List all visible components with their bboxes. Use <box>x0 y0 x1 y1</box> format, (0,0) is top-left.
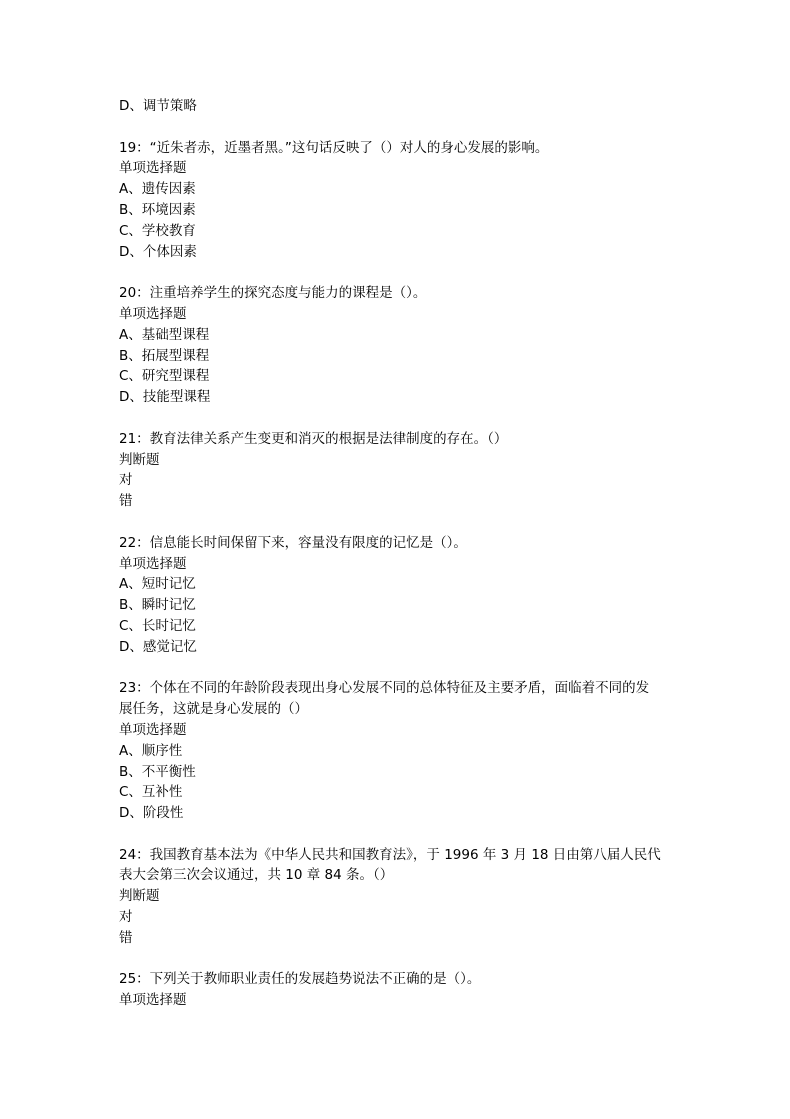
option-line: A、遗传因素 <box>119 181 196 198</box>
option-line: 对 <box>119 909 133 926</box>
blank-line <box>119 408 679 429</box>
option-line: B、拓展型课程 <box>119 347 210 364</box>
question-type: 单项选择题 <box>119 160 187 177</box>
option-line: C、互补性 <box>119 784 183 801</box>
question-type: 单项选择题 <box>119 992 187 1009</box>
question-text-continued: 展任务，这就是身心发展的（） <box>119 701 308 718</box>
option-line: 对 <box>119 472 133 489</box>
blank-line <box>119 117 679 138</box>
blank-line <box>119 658 679 679</box>
blank-line <box>119 949 679 970</box>
question-text: 19：“近朱者赤，近墨者黑。”这句话反映了（）对人的身心发展的影响。 <box>119 139 549 156</box>
option-line: 错 <box>119 493 133 510</box>
question-text: 23：个体在不同的年龄阶段表现出身心发展不同的总体特征及主要矛盾，面临着不同的发 <box>119 680 650 697</box>
option-line: D、感觉记忆 <box>119 638 197 655</box>
option-line: B、不平衡性 <box>119 763 196 780</box>
option-line: C、学校教育 <box>119 222 196 239</box>
option-line: A、顺序性 <box>119 742 183 759</box>
option-line: 错 <box>119 929 133 946</box>
question-text: 25：下列关于教师职业责任的发展趋势说法不正确的是（）。 <box>119 971 481 988</box>
option-line: B、环境因素 <box>119 201 196 218</box>
option-line: D、个体因素 <box>119 243 197 260</box>
blank-line <box>119 512 679 533</box>
option-line: B、瞬时记忆 <box>119 597 196 614</box>
question-type: 判断题 <box>119 888 160 905</box>
question-text: 22：信息能长时间保留下来，容量没有限度的记忆是（）。 <box>119 534 467 551</box>
blank-line <box>119 824 679 845</box>
document-page <box>119 96 679 1011</box>
option-line: A、短时记忆 <box>119 576 196 593</box>
question-text: 21：教育法律关系产生变更和消灭的根据是法律制度的存在。（） <box>119 430 508 447</box>
question-type: 单项选择题 <box>119 721 187 738</box>
question-text: 24：我国教育基本法为《中华人民共和国教育法》，于 1996 年 3 月 18 日由第八届人民代 <box>119 846 661 863</box>
option-line: C、研究型课程 <box>119 368 210 385</box>
blank-line <box>119 262 679 283</box>
question-type: 判断题 <box>119 451 160 468</box>
option-line: D、调节策略 <box>119 98 197 114</box>
question-text-continued: 表大会第三次会议通过，共 10 章 84 条。（） <box>119 867 394 884</box>
option-line: D、技能型课程 <box>119 389 211 406</box>
option-line: D、阶段性 <box>119 805 184 822</box>
question-type: 单项选择题 <box>119 555 187 572</box>
question-text: 20：注重培养学生的探究态度与能力的课程是（）。 <box>119 285 427 302</box>
option-line: C、长时记忆 <box>119 617 196 634</box>
question-type: 单项选择题 <box>119 305 187 322</box>
option-line: A、基础型课程 <box>119 326 210 343</box>
